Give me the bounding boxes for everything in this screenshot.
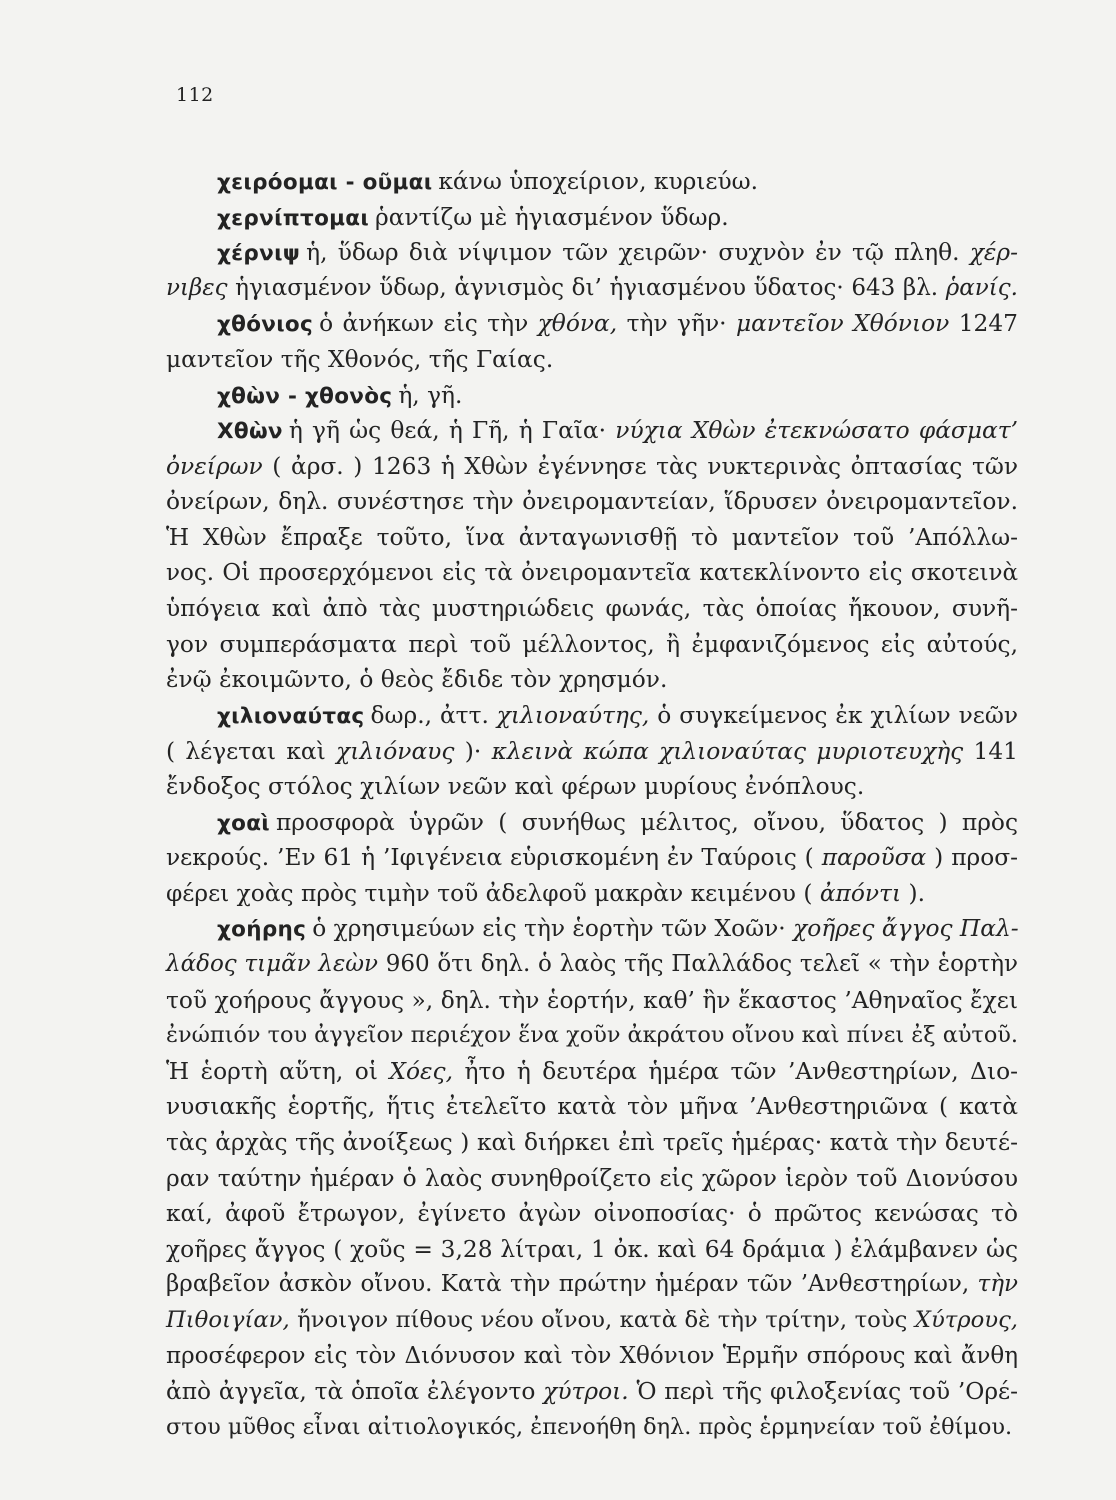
text-line xyxy=(166,1410,1018,1446)
body-text: ῥαντίζω μὲ ἡγιασμένον ὕδωρ. xyxy=(375,203,729,231)
body-text: τοῦ χοήρους ἄγγους », δηλ. τὴν ἑορτήν, καθ’ ἣν ἕκαστος ’Αθηναῖος ἔχει xyxy=(166,986,1018,1014)
body-text: βραβεῖον ἀσκὸν οἴνου. Κατὰ τὴν πρώτην ἡμέραν τῶν ’Ανθεστηρίων, xyxy=(166,1271,978,1298)
body-text: 1247 xyxy=(949,310,1018,338)
body-text: ἦτο ἡ δευτέρα ἡμέρα τῶν ’Ανθεστηρίων, Διο- xyxy=(453,1057,1018,1085)
text-line xyxy=(166,1374,1018,1410)
body-text: νεκρούς. ’Εν 61 ἡ ’Ιφιγένεια εὑρισκομένη ἐν Ταύροις ( xyxy=(166,844,822,872)
body-text: ἡ, γῆ. xyxy=(398,381,463,409)
italic-text: νύχια Χθὼν ἐτεκνώσατο φάσματ’ xyxy=(615,417,1018,445)
text-line xyxy=(166,876,1018,912)
text-line xyxy=(166,627,1018,663)
text-line xyxy=(166,1339,1018,1375)
body-text: νος. Οἱ προσερχόμενοι εἰς τὰ ὀνειρομαντεῖα κατεκλίνοντο εἰς σκοτεινὰ xyxy=(166,559,1018,586)
body-text: ὁ συγκείμενος ἐκ χιλίων νεῶν xyxy=(649,701,1018,729)
body-text: φέρει χοὰς πρὸς τιμὴν τοῦ ἀδελφοῦ μακρὰν κειμένου ( xyxy=(166,879,820,907)
body-text: μαντεῖον τῆς Χθονός, τῆς Γαίας. xyxy=(166,345,554,373)
body-text: 960 ὅτι δηλ. ὁ λαὸς τῆς Παλλάδος τελεῖ « τὴν ἑορτὴν xyxy=(378,951,1018,978)
text-line xyxy=(166,911,1018,947)
dictionary-text xyxy=(166,164,1018,1445)
italic-text: χέρ- xyxy=(969,239,1018,267)
text-line xyxy=(166,1303,1018,1339)
body-text: ραν ταύτην ἡμέραν ὁ λαὸς συνηθροίζετο εἰς χῶρον ἱερὸν τοῦ Διονύσου xyxy=(166,1164,1018,1192)
body-text: ( λέγεται καὶ xyxy=(166,737,337,765)
text-line xyxy=(166,271,1018,307)
text-line xyxy=(166,1054,1018,1090)
body-text: )· xyxy=(454,737,492,765)
headword: Χθὼν xyxy=(217,419,283,445)
italic-text: μαντεῖον Χθόνιον xyxy=(735,310,950,338)
body-text: δωρ., ἀττ. xyxy=(370,701,497,729)
italic-text: νιβες xyxy=(166,274,228,301)
headword: χθὼν - χθονὸς xyxy=(217,383,393,409)
text-line xyxy=(166,378,1018,414)
italic-text: κλεινὰ κώπα χιλιοναύτας μυριοτευχὴς xyxy=(491,737,964,765)
body-text: ὀνείρων, δηλ. συνέστησε τὴν ὀνειρομαντείαν, ἵδρυσεν ὀνειρομαντεῖον. xyxy=(166,488,1018,516)
text-line xyxy=(166,200,1018,236)
text-line xyxy=(166,449,1018,485)
headword: χοαὶ xyxy=(217,810,270,836)
body-text: ἡ, ὕδωρ διὰ νίψιμον τῶν χειρῶν· συχνὸν ἐν τῷ πληθ. xyxy=(306,239,970,267)
italic-text: Χόες, xyxy=(389,1057,453,1085)
body-text: ἡ γῆ ὡς θεά, ἡ Γῆ, ἡ Γαῖα· xyxy=(288,417,616,445)
italic-text: χθόνα, xyxy=(537,310,618,338)
text-line xyxy=(166,556,1018,592)
text-line xyxy=(166,983,1018,1019)
body-text: ὑπόγεια καὶ ἀπὸ τὰς μυστηριώδεις φωνάς, τὰς ὁποίας ἤκουον, συνῆ- xyxy=(166,595,1018,623)
text-line xyxy=(166,1232,1018,1268)
text-line xyxy=(166,662,1018,698)
text-line xyxy=(166,698,1018,734)
body-text: ἀπὸ ἀγγεῖα, τὰ ὁποῖα ἐλέγοντο xyxy=(166,1378,544,1406)
italic-text: χιλιόναυς xyxy=(336,737,455,765)
body-text: προσέφερον εἰς τὸν Διόνυσον καὶ τὸν Χθόνιον Ἑρμῆν σπόρους καὶ ἄνθη xyxy=(166,1342,1018,1369)
text-line xyxy=(166,1161,1018,1197)
text-line xyxy=(166,484,1018,520)
page-number: 112 xyxy=(176,84,214,106)
body-text: Ἡ Χθὼν ἔπραξε τοῦτο, ἵνα ἀνταγωνισθῇ τὸ μαντεῖον τοῦ ’Απόλλω- xyxy=(166,523,1018,551)
text-line xyxy=(166,1267,1018,1303)
body-text: ἐνῷ ἐκοιμῶντο, ὁ θεὸς ἔδιδε τὸν χρησμόν. xyxy=(166,666,668,694)
italic-text: ὀνείρων xyxy=(166,452,263,480)
headword: χθόνιος xyxy=(217,312,314,338)
text-line xyxy=(166,1196,1018,1232)
body-text: Ὁ περὶ τῆς φιλοξενίας τοῦ ’Ορέ- xyxy=(628,1378,1018,1406)
text-line xyxy=(166,840,1018,876)
text-line xyxy=(166,1125,1018,1161)
italic-text: χιλιοναύτης, xyxy=(496,701,650,729)
text-line xyxy=(166,805,1018,841)
body-text: νυσιακῆς ἑορτῆς, ἥτις ἐτελεῖτο κατὰ τὸν μῆνα ’Ανθεστηριῶνα ( κατὰ xyxy=(166,1093,1018,1121)
headword: χιλιοναύτας xyxy=(217,703,365,729)
italic-text: λάδος τιμᾶν λεὼν xyxy=(166,951,379,978)
text-line xyxy=(166,235,1018,271)
body-text: στου μῦθος εἶναι αἰτιολογικός, ἐπενοήθη δηλ. πρὸς ἑρμηνείαν τοῦ ἐθίμου. xyxy=(166,1413,1013,1440)
text-line xyxy=(166,342,1018,378)
headword: χειρόομαι - οῦμαι xyxy=(217,170,433,195)
text-line xyxy=(166,591,1018,627)
text-line xyxy=(166,306,1018,342)
text-line xyxy=(166,734,1018,770)
text-line xyxy=(166,769,1018,805)
italic-text: Χύτρους, xyxy=(914,1307,1018,1333)
text-line xyxy=(166,1018,1018,1054)
body-text: ἐνώπιόν του ἀγγεῖον περιέχον ἕνα χοῦν ἀκράτου οἴνου καὶ πίνει ἐξ αὐτοῦ. xyxy=(166,1022,1019,1049)
body-text: ὁ χρησιμεύων εἰς τὴν ἑορτὴν τῶν Χοῶν· xyxy=(312,915,794,943)
text-line xyxy=(166,947,1018,983)
body-text: ). xyxy=(901,879,925,907)
body-text: χοῆρες ἄγγος ( χοῦς = 3,28 λίτραι, 1 ὀκ. καὶ 64 δράμια ) ἐλάμβανεν ὡς xyxy=(166,1235,1018,1263)
italic-text: ῥανίς. xyxy=(945,274,1018,301)
text-line xyxy=(166,520,1018,556)
body-text: προσφορὰ ὑγρῶν ( συνήθως μέλιτος, οἴνου, ὕδατος ) πρὸς xyxy=(276,808,1018,836)
headword: χοήρης xyxy=(217,917,307,943)
italic-text: τὴν xyxy=(977,1271,1018,1298)
body-text: καί, ἀφοῦ ἔτρωγον, ἐγίνετο ἀγὼν οἰνοποσίας· ὁ πρῶτος κενώσας τὸ xyxy=(166,1200,1018,1228)
italic-text: χύτροι. xyxy=(543,1378,629,1406)
body-text: κάνω ὑποχείριον, κυριεύω. xyxy=(438,168,759,195)
body-text: ) προσ- xyxy=(926,844,1018,872)
italic-text: Πιθοιγίαν, xyxy=(166,1307,290,1333)
body-text: ( ἀρσ. ) 1263 ἡ Χθὼν ἐγέννησε τὰς νυκτερινὰς ὀπτασίας τῶν xyxy=(262,452,1018,480)
body-text: 141 xyxy=(963,737,1019,765)
headword: χερνίπτομαι xyxy=(217,205,370,231)
body-text: ἡγιασμένον ὕδωρ, ἁγνισμὸς δι’ ἡγιασμένου ὕδατος· 643 βλ. xyxy=(227,274,946,301)
body-text: τὰς ἀρχὰς τῆς ἀνοίξεως ) καὶ διήρκει ἐπὶ τρεῖς ἡμέρας· κατὰ τὴν δευτέ- xyxy=(166,1129,1018,1157)
body-text: Ἡ ἑορτὴ αὕτη, οἱ xyxy=(166,1057,390,1085)
headword: χέρνιψ xyxy=(217,241,301,267)
text-line xyxy=(166,1089,1018,1125)
body-text: ὁ ἀνήκων εἰς τὴν xyxy=(319,310,538,338)
body-text: τὴν γῆν· xyxy=(617,310,736,338)
italic-text: χοῆρες ἄγγος Παλ- xyxy=(793,915,1019,943)
italic-text: ἀπόντι xyxy=(819,879,902,907)
text-line xyxy=(166,164,1018,200)
body-text: ἔνδοξος στόλος χιλίων νεῶν καὶ φέρων μυρίους ἐνόπλους. xyxy=(166,773,865,801)
italic-text: παροῦσα xyxy=(821,844,927,872)
body-text: ἤνοιγον πίθους νέου οἴνου, κατὰ δὲ τὴν τρίτην, τοὺς xyxy=(289,1307,915,1333)
text-line xyxy=(166,413,1018,449)
body-text: γον συμπεράσματα περὶ τοῦ μέλλοντος, ἢ ἐμφανιζόμενος εἰς αὐτούς, xyxy=(166,630,1018,658)
